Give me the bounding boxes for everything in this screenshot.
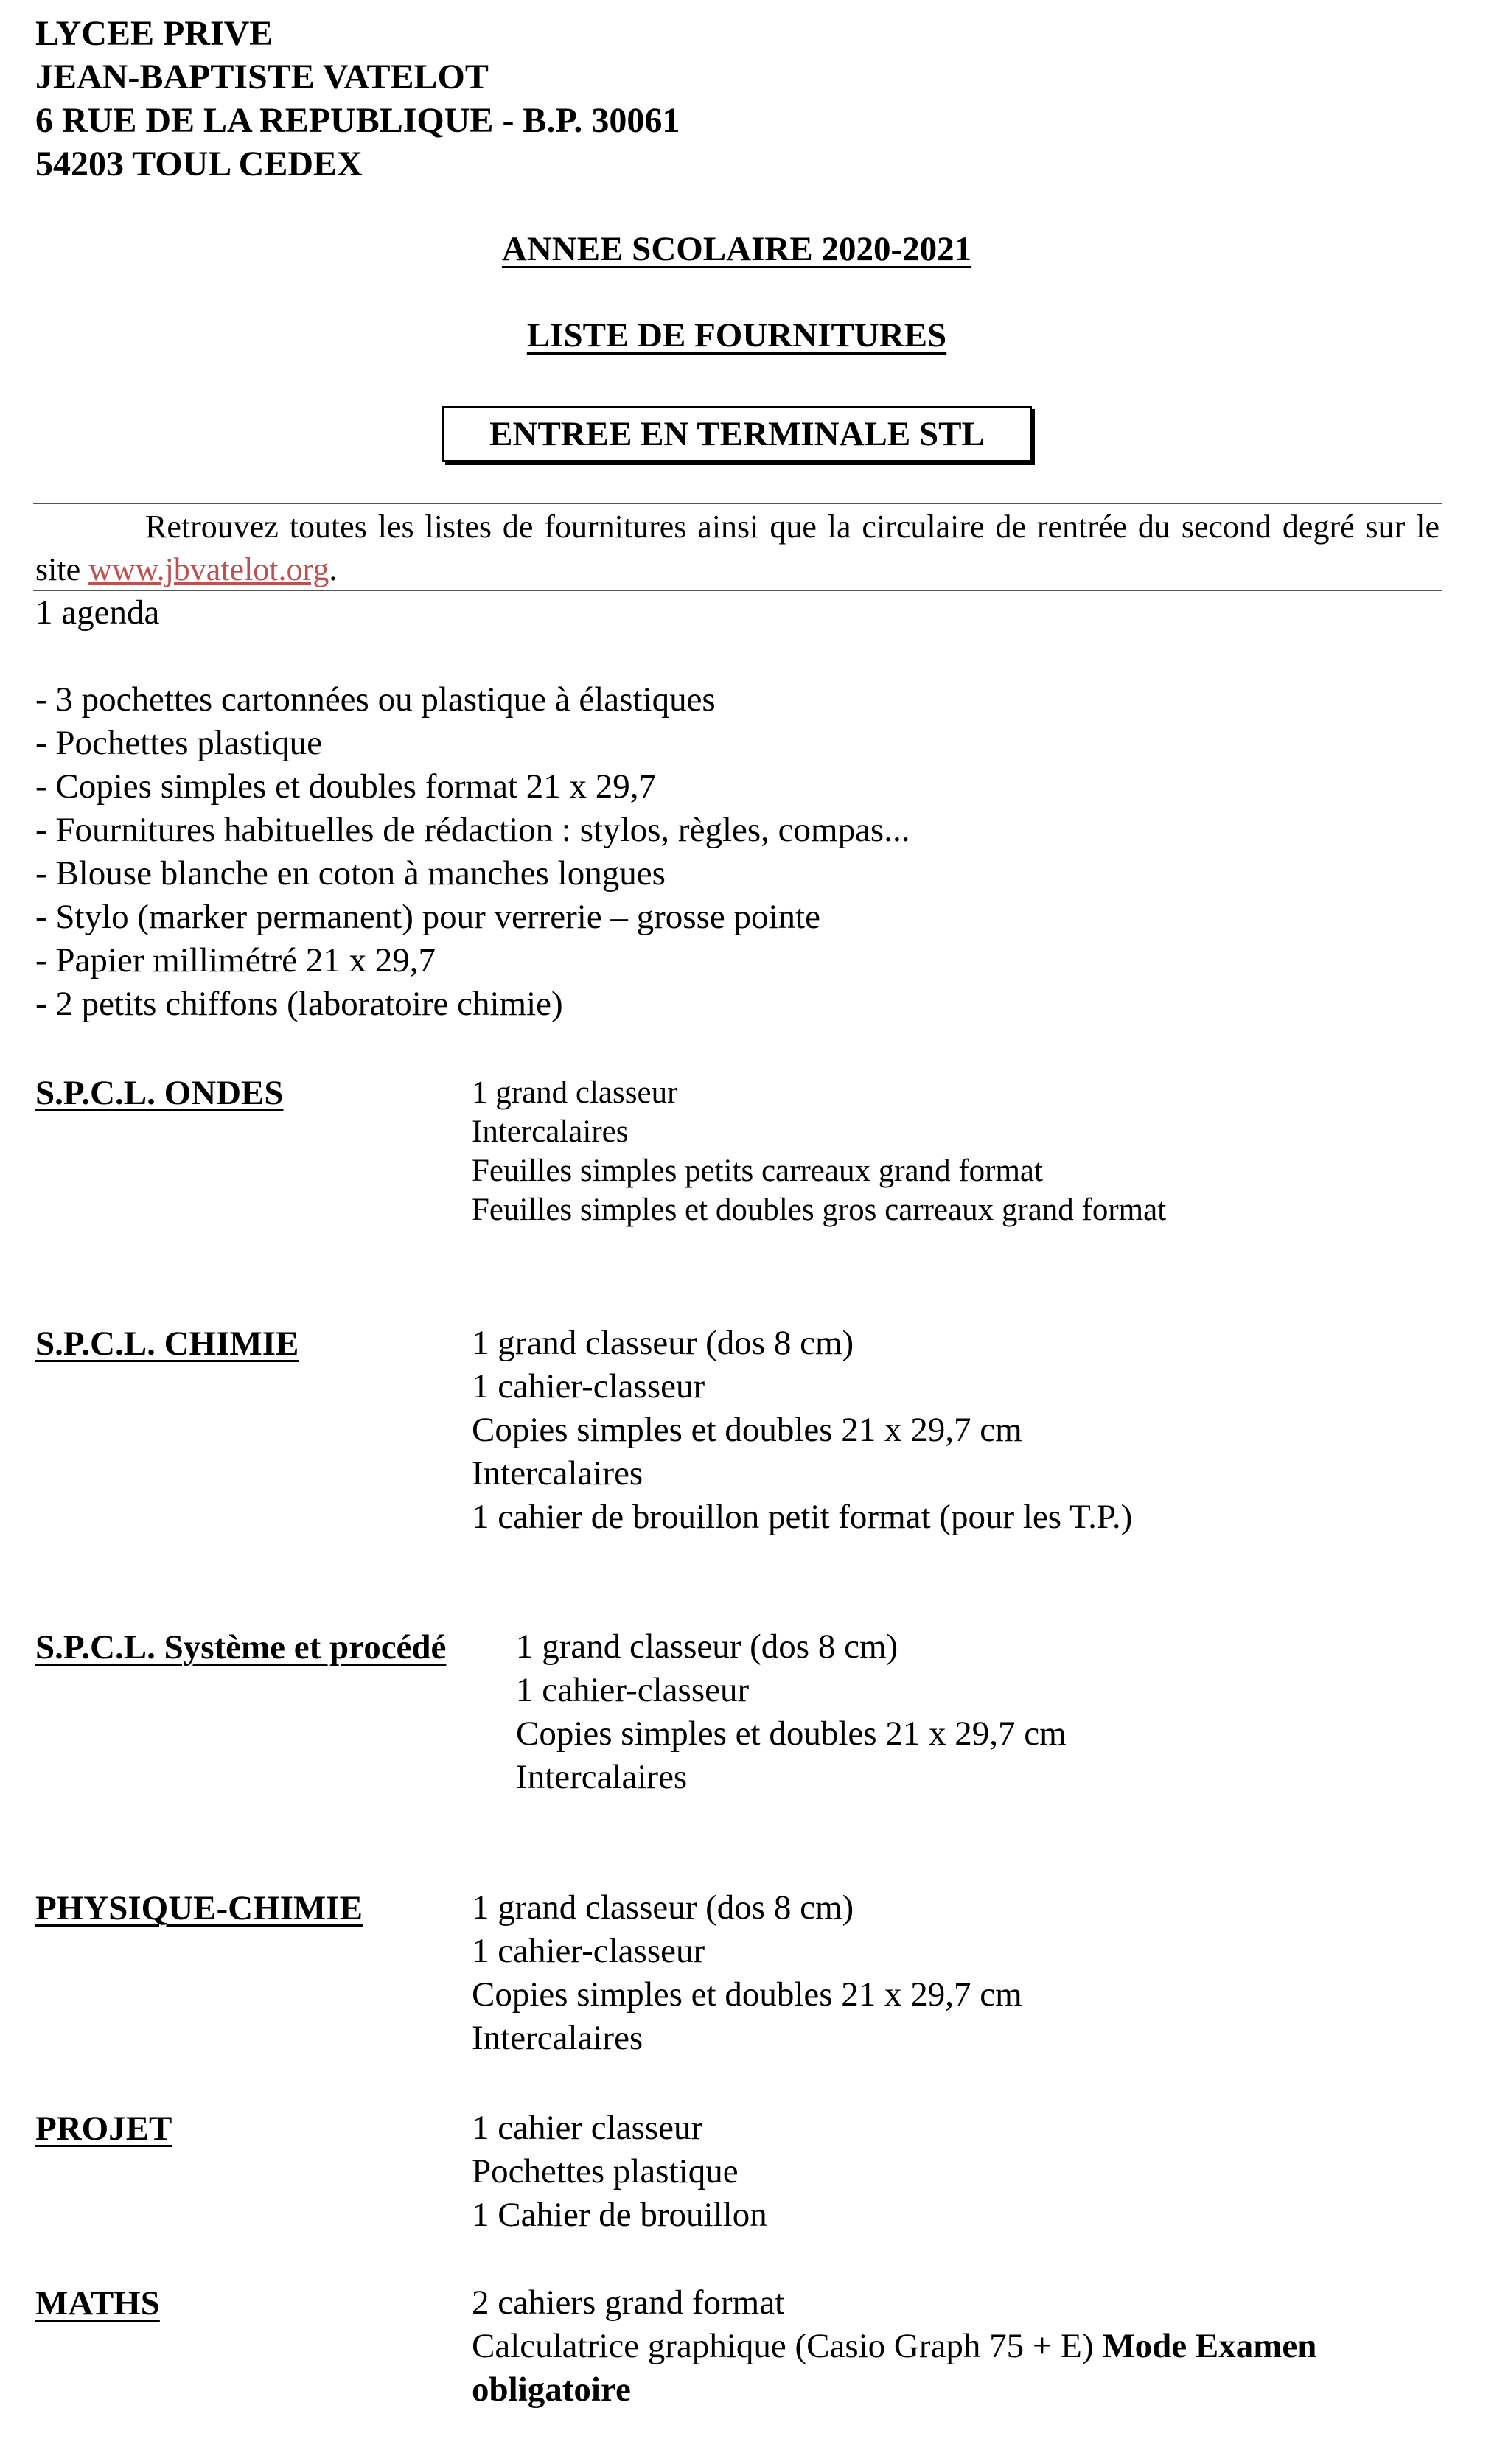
- general-supplies-list: [35, 678, 910, 1026]
- exam-mode-text: Mode Examen: [1102, 2327, 1317, 2365]
- section-title-physique-chimie: PHYSIQUE-CHIMIE: [35, 1889, 363, 1927]
- list-item: 1 cahier classeur: [472, 2109, 703, 2147]
- school-year-title: ANNEE SCOLAIRE 2020-2021: [501, 230, 972, 268]
- divider-bottom: [33, 590, 1442, 591]
- section-title-projet: PROJET: [35, 2109, 172, 2148]
- list-item: Feuilles simples et doubles gros carreaux grand format: [472, 1193, 1167, 1227]
- section-title-systeme: S.P.C.L. Système et procédé: [35, 1628, 447, 1666]
- list-item: 1 cahier de brouillon petit format (pour les T.P.): [472, 1498, 1133, 1536]
- class-level-box: ENTREE EN TERMINALE STL: [442, 406, 1032, 462]
- list-item: Intercalaires: [472, 2019, 643, 2057]
- list-item: - Fournitures habituelles de rédaction : stylos, règles, compas...: [35, 811, 910, 849]
- list-item: Intercalaires: [472, 1114, 629, 1149]
- section-items-systeme: [516, 1625, 1067, 1799]
- mandatory-text: obligatoire: [472, 2370, 631, 2409]
- list-item: 2 cahiers grand format: [472, 2283, 785, 2322]
- list-item: 1 grand classeur (dos 8 cm): [516, 1627, 898, 1666]
- list-item: - Copies simples et doubles format 21 x 29,7: [35, 767, 656, 806]
- list-item: Copies simples et doubles 21 x 29,7 cm: [516, 1714, 1067, 1753]
- calculator-item: Calculatrice graphique (Casio Graph 75 + E) Mode Examen: [472, 2327, 1317, 2365]
- divider-top: [33, 503, 1442, 504]
- list-item: - Pochettes plastique: [35, 724, 322, 762]
- school-name-line: JEAN-BAPTISTE VATELOT: [35, 57, 489, 97]
- notice-paragraph: Retrouvez toutes les listes de fournitures ainsi que la circulaire de rentrée du second degré sur le site www.jbvatelot.org.: [35, 509, 1440, 587]
- list-item: 1 grand classeur (dos 8 cm): [472, 1324, 854, 1362]
- list-item: 1 cahier-classeur: [516, 1671, 750, 1709]
- list-item: 1 grand classeur: [472, 1075, 678, 1110]
- list-item: - 3 pochettes cartonnées ou plastique à élastiques: [35, 680, 716, 719]
- list-item: Feuilles simples petits carreaux grand format: [472, 1154, 1043, 1188]
- list-item: - Papier millimétré 21 x 29,7: [35, 941, 436, 980]
- section-title-ondes: S.P.C.L. ONDES: [35, 1074, 284, 1112]
- list-item: 1 cahier-classeur: [472, 1367, 705, 1406]
- section-items-ondes: [472, 1073, 1166, 1229]
- section-items-physique-chimie: [472, 1886, 1022, 2060]
- list-item: Copies simples et doubles 21 x 29,7 cm: [472, 1411, 1022, 1449]
- list-item: - Stylo (marker permanent) pour verrerie – grosse pointe: [35, 898, 820, 936]
- section-items-projet: [472, 2107, 767, 2237]
- supplies-list-title: LISTE DE FOURNITURES: [526, 316, 947, 355]
- section-items-chimie: [472, 1322, 1132, 1539]
- list-item: Intercalaires: [472, 1454, 643, 1493]
- school-name-line: LYCEE PRIVE: [35, 14, 273, 53]
- list-item: - Blouse blanche en coton à manches longues: [35, 854, 666, 893]
- school-address-line: 6 RUE DE LA REPUBLIQUE - B.P. 30061: [35, 101, 680, 140]
- list-item: Intercalaires: [516, 1758, 688, 1796]
- list-item: 1 grand classeur (dos 8 cm): [472, 1888, 854, 1927]
- list-item: Pochettes plastique: [472, 2152, 739, 2191]
- section-items-maths: [472, 2281, 1316, 2412]
- section-title-maths: MATHS: [35, 2284, 160, 2322]
- agenda-item: 1 agenda: [35, 593, 160, 632]
- school-city-line: 54203 TOUL CEDEX: [35, 144, 363, 184]
- website-link[interactable]: www.jbvatelot.org: [88, 551, 329, 587]
- list-item: - 2 petits chiffons (laboratoire chimie): [35, 985, 563, 1023]
- list-item: 1 Cahier de brouillon: [472, 2196, 767, 2234]
- list-item: 1 cahier-classeur: [472, 1932, 705, 1970]
- section-title-chimie: S.P.C.L. CHIMIE: [35, 1325, 299, 1363]
- list-item: Copies simples et doubles 21 x 29,7 cm: [472, 1975, 1022, 2014]
